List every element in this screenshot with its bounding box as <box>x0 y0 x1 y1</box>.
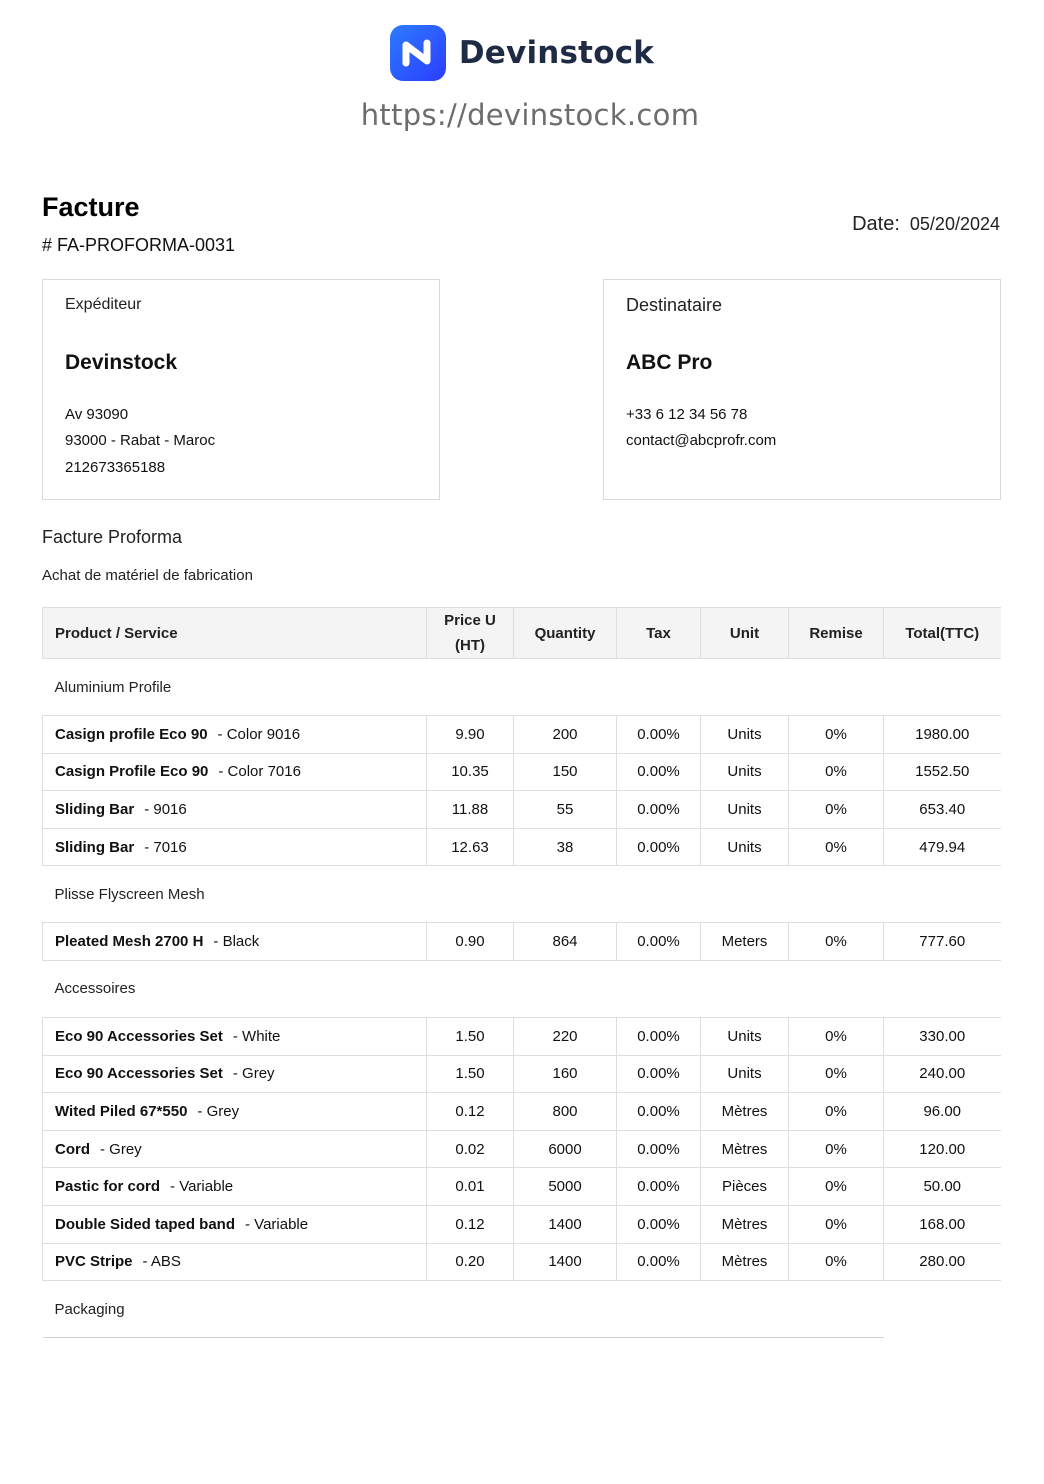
cell-remise: 0% <box>789 1168 884 1206</box>
cell-tax: 0.00% <box>617 923 701 961</box>
group-label: Accessoires <box>43 960 884 1017</box>
table-row <box>43 753 1001 791</box>
cell-price: 1.50 <box>427 1055 514 1093</box>
cell-unit: Units <box>701 1017 789 1055</box>
cell-quantity: 1400 <box>514 1243 617 1281</box>
product-name: Casign profile Eco 90 <box>55 725 208 743</box>
cell-total: 777.60 <box>884 923 1001 961</box>
cell-unit: Mètres <box>701 1205 789 1243</box>
cell-quantity: 800 <box>514 1093 617 1131</box>
cell-tax: 0.00% <box>617 828 701 866</box>
cell-unit: Meters <box>701 923 789 961</box>
cell-quantity: 160 <box>514 1055 617 1093</box>
product-variant: - White <box>232 1027 281 1045</box>
cell-unit: Units <box>701 716 789 754</box>
invoice-table <box>42 607 1001 1338</box>
product-name: Double Sided taped band <box>55 1215 236 1233</box>
group-row <box>43 866 1001 923</box>
header-total: Total(TTC) <box>884 608 1001 659</box>
cell-total: 1980.00 <box>884 716 1001 754</box>
cell-remise: 0% <box>789 1130 884 1168</box>
cell-price: 1.50 <box>427 1017 514 1055</box>
cell-total: 280.00 <box>884 1243 1001 1281</box>
cell-unit: Units <box>701 828 789 866</box>
group-spacer <box>884 659 1001 716</box>
table-row <box>43 828 1001 866</box>
table-row <box>43 1055 1001 1093</box>
header-quantity: Quantity <box>514 608 617 659</box>
product-variant: - Grey <box>232 1065 275 1083</box>
cell-price: 11.88 <box>427 791 514 829</box>
cell-remise: 0% <box>789 1055 884 1093</box>
table-body <box>43 659 1001 1338</box>
product-variant: - 7016 <box>144 838 187 856</box>
cell-price: 0.90 <box>427 923 514 961</box>
cell-remise: 0% <box>789 1017 884 1055</box>
product-name: PVC Stripe <box>55 1253 133 1271</box>
cell-total: 330.00 <box>884 1017 1001 1055</box>
cell-total: 50.00 <box>884 1168 1001 1206</box>
sender-city-line: 93000 - Rabat - Maroc <box>65 432 216 449</box>
n-logo-icon <box>390 25 446 81</box>
sender-address-line: Av 93090 <box>65 406 129 423</box>
cell-price: 0.12 <box>427 1205 514 1243</box>
header-unit: Unit <box>701 608 789 659</box>
product-variant: - 9016 <box>144 800 187 818</box>
brand-name: Devinstock <box>458 35 655 71</box>
header-remise: Remise <box>789 608 884 659</box>
section-title: Facture Proforma <box>42 527 183 547</box>
cell-product <box>43 923 427 961</box>
product-name: Wited Piled 67*550 <box>55 1102 188 1120</box>
cell-product <box>43 1205 427 1243</box>
table-row <box>43 1243 1001 1281</box>
header-price-label: Price U (HT) <box>444 612 496 654</box>
recipient-name: ABC Pro <box>626 351 713 374</box>
cell-unit: Units <box>701 791 789 829</box>
group-spacer <box>884 866 1001 923</box>
invoice-number: # FA-PROFORMA-0031 <box>42 235 236 255</box>
recipient-email-line: contact@abcprofr.com <box>626 432 777 449</box>
cell-total: 653.40 <box>884 791 1001 829</box>
group-row <box>43 960 1001 1017</box>
table-row <box>43 923 1001 961</box>
sender-card <box>42 279 440 500</box>
cell-total: 96.00 <box>884 1093 1001 1131</box>
cell-quantity: 150 <box>514 753 617 791</box>
cell-total: 240.00 <box>884 1055 1001 1093</box>
group-label: Plisse Flyscreen Mesh <box>43 866 884 923</box>
cell-price: 9.90 <box>427 716 514 754</box>
cell-product <box>43 1168 427 1206</box>
cell-product <box>43 791 427 829</box>
section-description: Achat de matériel de fabrication <box>42 567 253 584</box>
cell-product <box>43 1017 427 1055</box>
recipient-phone-line: +33 6 12 34 56 78 <box>626 406 748 423</box>
group-label: Aluminium Profile <box>43 659 884 716</box>
header-price <box>427 608 514 659</box>
cell-unit: Pièces <box>701 1168 789 1206</box>
cell-price: 0.12 <box>427 1093 514 1131</box>
product-name: Cord <box>55 1140 90 1158</box>
sender-phone-line: 212673365188 <box>65 459 166 476</box>
cell-unit: Units <box>701 753 789 791</box>
product-variant: - Color 9016 <box>217 725 301 743</box>
cell-quantity: 38 <box>514 828 617 866</box>
group-spacer <box>884 1281 1001 1338</box>
product-name: Casign Profile Eco 90 <box>55 763 209 781</box>
product-variant: - Black <box>213 933 260 951</box>
cell-price: 0.20 <box>427 1243 514 1281</box>
recipient-heading: Destinataire <box>626 295 723 315</box>
product-variant: - Variable <box>170 1178 234 1196</box>
product-variant: - Grey <box>100 1140 142 1158</box>
product-name: Pastic for cord <box>55 1178 161 1196</box>
product-variant: - Color 7016 <box>218 763 301 781</box>
table-row <box>43 1017 1001 1055</box>
cell-total: 168.00 <box>884 1205 1001 1243</box>
cell-price: 12.63 <box>427 828 514 866</box>
cell-price: 0.02 <box>427 1130 514 1168</box>
cell-quantity: 5000 <box>514 1168 617 1206</box>
cell-unit: Units <box>701 1055 789 1093</box>
cell-tax: 0.00% <box>617 1243 701 1281</box>
cell-unit: Mètres <box>701 1243 789 1281</box>
cell-quantity: 1400 <box>514 1205 617 1243</box>
sender-heading: Expéditeur <box>65 296 142 313</box>
product-name: Eco 90 Accessories Set <box>55 1027 223 1045</box>
date-label: Date: <box>852 213 900 235</box>
cell-tax: 0.00% <box>617 1130 701 1168</box>
table-header-row <box>43 608 1001 659</box>
cell-remise: 0% <box>789 828 884 866</box>
cell-tax: 0.00% <box>617 1168 701 1206</box>
cell-unit: Mètres <box>701 1093 789 1131</box>
cell-tax: 0.00% <box>617 716 701 754</box>
header-tax: Tax <box>617 608 701 659</box>
cell-total: 120.00 <box>884 1130 1001 1168</box>
cell-remise: 0% <box>789 791 884 829</box>
product-name: Sliding Bar <box>55 838 135 856</box>
product-variant: - Grey <box>197 1102 240 1120</box>
cell-product <box>43 1093 427 1131</box>
cell-quantity: 864 <box>514 923 617 961</box>
cell-product <box>43 753 427 791</box>
cell-tax: 0.00% <box>617 1093 701 1131</box>
product-variant: - Variable <box>245 1215 309 1233</box>
product-variant: - ABS <box>142 1253 181 1271</box>
cell-remise: 0% <box>789 716 884 754</box>
table-row <box>43 1205 1001 1243</box>
cell-product <box>43 1243 427 1281</box>
cell-quantity: 55 <box>514 791 617 829</box>
table-row <box>43 1168 1001 1206</box>
cell-tax: 0.00% <box>617 791 701 829</box>
cell-quantity: 200 <box>514 716 617 754</box>
date-block <box>852 213 1000 236</box>
cell-remise: 0% <box>789 923 884 961</box>
cell-tax: 0.00% <box>617 1205 701 1243</box>
table-row <box>43 1093 1001 1131</box>
product-name: Eco 90 Accessories Set <box>55 1065 223 1083</box>
cell-product <box>43 828 427 866</box>
table-row <box>43 1130 1001 1168</box>
cell-price: 10.35 <box>427 753 514 791</box>
sender-name: Devinstock <box>65 351 178 374</box>
cell-total: 479.94 <box>884 828 1001 866</box>
cell-tax: 0.00% <box>617 1017 701 1055</box>
cell-product <box>43 1055 427 1093</box>
date-value: 05/20/2024 <box>909 214 1000 234</box>
cell-remise: 0% <box>789 1205 884 1243</box>
group-spacer <box>884 960 1001 1017</box>
cell-product <box>43 716 427 754</box>
cell-remise: 0% <box>789 753 884 791</box>
n-logo-glyph <box>401 38 435 68</box>
header-product: Product / Service <box>43 608 427 659</box>
cell-product <box>43 1130 427 1168</box>
table-row <box>43 716 1001 754</box>
cell-remise: 0% <box>789 1093 884 1131</box>
recipient-card <box>603 279 1001 500</box>
document-title: Facture <box>42 192 140 222</box>
brand-header <box>0 24 1044 82</box>
group-label: Packaging <box>43 1281 884 1338</box>
product-name: Sliding Bar <box>55 800 135 818</box>
cell-quantity: 220 <box>514 1017 617 1055</box>
cell-tax: 0.00% <box>617 753 701 791</box>
site-url: https://devinstock.com <box>360 98 700 132</box>
cell-price: 0.01 <box>427 1168 514 1206</box>
cell-total: 1552.50 <box>884 753 1001 791</box>
cell-unit: Mètres <box>701 1130 789 1168</box>
table-row <box>43 791 1001 829</box>
group-row <box>43 1281 1001 1338</box>
product-name: Pleated Mesh 2700 H <box>55 933 204 951</box>
cell-remise: 0% <box>789 1243 884 1281</box>
group-row <box>43 659 1001 716</box>
cell-quantity: 6000 <box>514 1130 617 1168</box>
cell-tax: 0.00% <box>617 1055 701 1093</box>
